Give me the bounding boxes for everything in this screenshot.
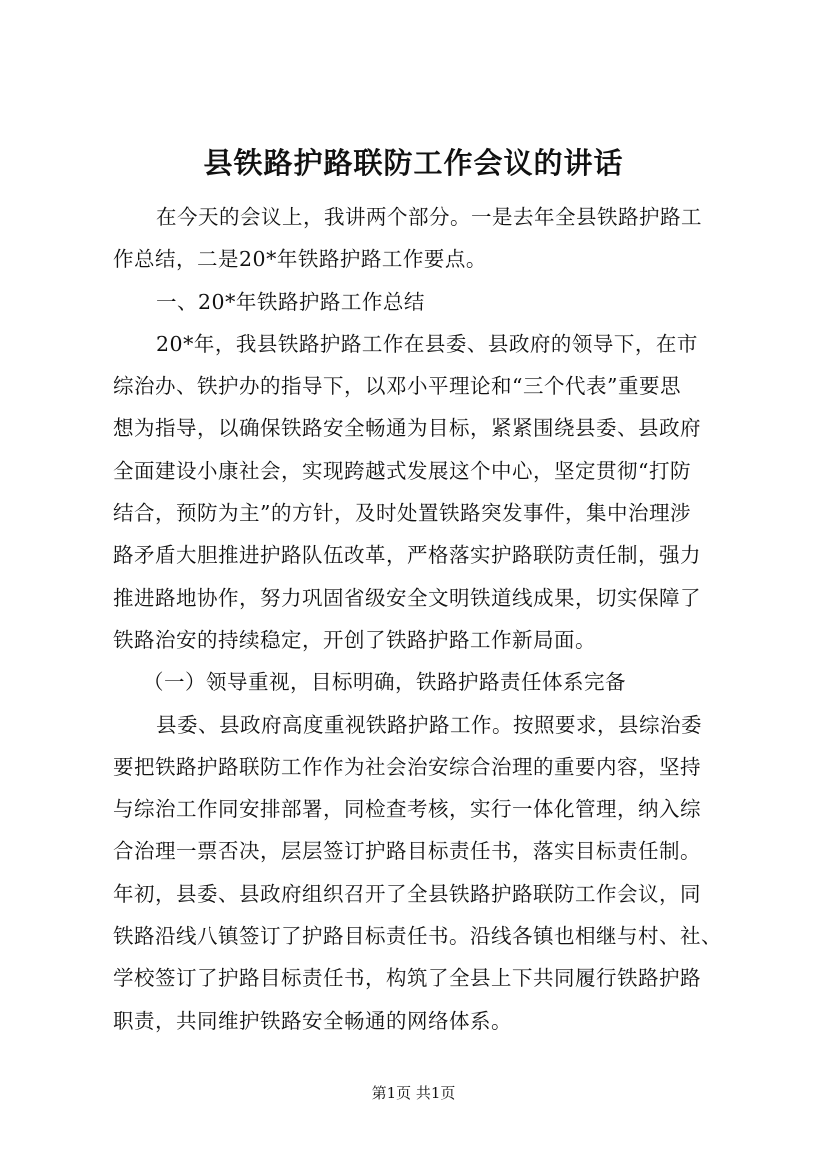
text-line: 要把铁路护路联防工作作为社会治安综合治理的重要内容，坚持: [113, 754, 701, 779]
text-line: 综治办、铁护办的指导下，以邓小平理论和“三个代表”重要思: [113, 374, 681, 399]
text-line: 与综治工作同安排部署，同检查考核，实行一体化管理，纳入综: [113, 797, 701, 822]
page-footer: 第1页 共1页: [371, 1084, 456, 1102]
text-line: 作总结，二是20*年铁路护路工作要点。: [113, 247, 487, 272]
text-line: 县委、县政府高度重视铁路护路工作。按照要求，县综治委: [156, 712, 702, 737]
text-line: 在今天的会议上，我讲两个部分。一是去年全县铁路护路工: [156, 205, 702, 229]
document-title: 县铁路护路联防工作会议的讲话: [203, 146, 624, 180]
subsection-heading: （一）领导重视，目标明确，铁路护路责任体系完备: [143, 670, 626, 695]
text-line: 全面建设小康社会，实现跨越式发展这个中心，坚定贯彻“打防: [113, 458, 691, 483]
text-line: 推进路地协作，努力巩固省级安全文明铁道线成果，切实保障了: [113, 585, 701, 610]
text-line: 学校签订了护路目标责任书，构筑了全县上下共同履行铁路护路: [113, 966, 701, 991]
text-line: 合治理一票否决，层层签订护路目标责任书，落实目标责任制。: [113, 839, 701, 864]
text-line: 结合，预防为主”的方针，及时处置铁路突发事件，集中治理涉: [113, 501, 691, 526]
document-body: [113, 196, 753, 1042]
text-line: 铁路治安的持续稳定，开创了铁路护路工作新局面。: [113, 627, 596, 652]
text-line: 职责，共同维护铁路安全畅通的网络体系。: [113, 1008, 512, 1033]
text-line: 想为指导，以确保铁路安全畅通为目标，紧紧围绕县委、县政府: [113, 416, 701, 441]
text-line: 铁路沿线八镇签订了护路目标责任书。沿线各镇也相继与村、社、: [113, 924, 722, 949]
text-line: 20*年，我县铁路护路工作在县委、县政府的领导下，在市: [156, 331, 698, 356]
text-line: 路矛盾大胆推进护路队伍改革，严格落实护路联防责任制，强力: [113, 543, 701, 568]
section-heading: 一、20*年铁路护路工作总结: [156, 289, 425, 314]
text-line: 年初，县委、县政府组织召开了全县铁路护路联防工作会议，同: [113, 881, 701, 906]
